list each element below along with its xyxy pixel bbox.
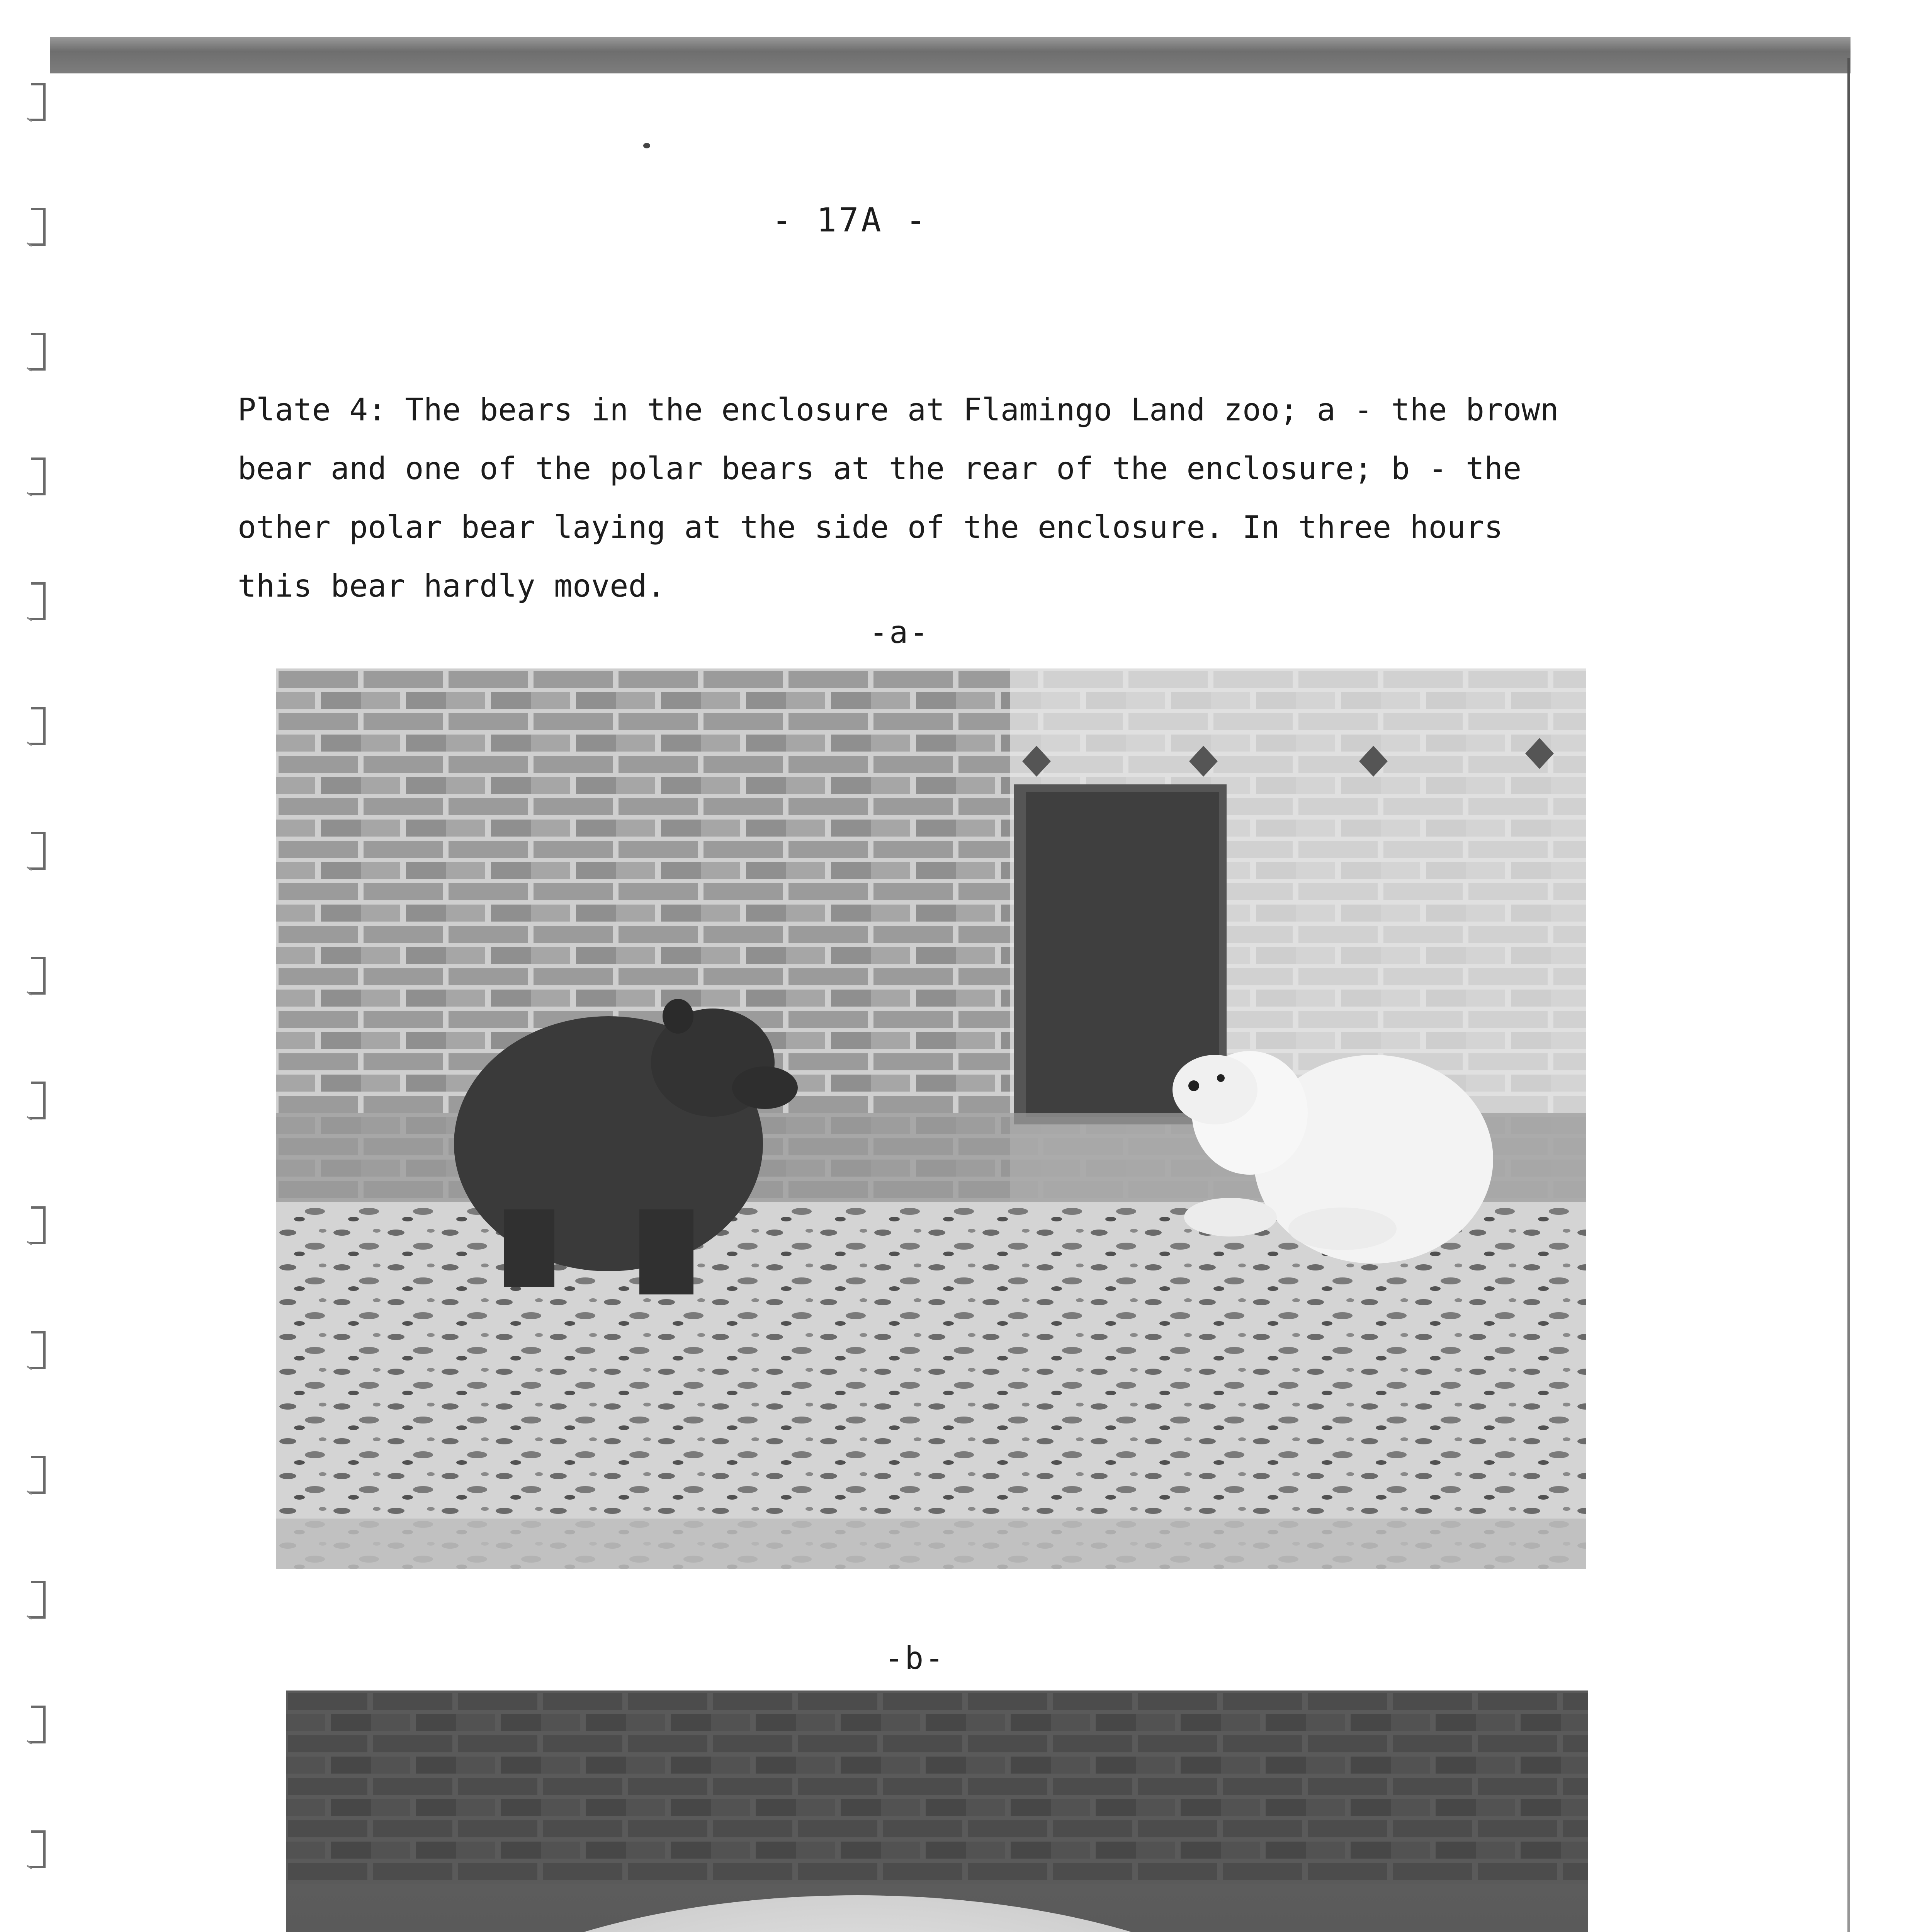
binding-ring xyxy=(23,1579,54,1621)
panel-label-a: -a- xyxy=(869,614,930,650)
binding-ring xyxy=(23,1704,54,1746)
page-number: - 17A - xyxy=(771,201,928,240)
binding-ring xyxy=(23,830,54,872)
dust-speck xyxy=(643,143,650,148)
binding-ring xyxy=(23,456,54,498)
binding-ring xyxy=(23,81,54,124)
binding-ring xyxy=(23,1454,54,1497)
page-right-edge xyxy=(1847,58,1850,1932)
caption-line: other polar bear laying at the side of the enclosure. In three hours xyxy=(238,509,1503,545)
binding-ring xyxy=(23,1204,54,1247)
binding-ring xyxy=(23,955,54,997)
binding-ring xyxy=(23,705,54,748)
caption-line: this bear hardly moved. xyxy=(238,568,666,604)
panel-label-b: -b- xyxy=(885,1640,945,1676)
photo-b-image xyxy=(286,1690,1588,1932)
binding-ring xyxy=(23,580,54,623)
binding-ring xyxy=(23,1080,54,1122)
binding-ring xyxy=(23,1329,54,1372)
binding-ring xyxy=(23,331,54,373)
photo-polar-bear-lying xyxy=(286,1690,1588,1932)
photo-bears-enclosure-rear xyxy=(276,668,1586,1569)
photo-a-image xyxy=(276,668,1586,1569)
scan-top-edge xyxy=(50,37,1851,73)
binding-ring xyxy=(23,1828,54,1871)
plate-caption xyxy=(238,381,1597,616)
caption-line: Plate 4: The bears in the enclosure at Flamingo Land zoo; a - the brown xyxy=(238,392,1559,428)
caption-line: bear and one of the polar bears at the rear of the enclosure; b - the xyxy=(238,451,1522,486)
binding-ring xyxy=(23,206,54,248)
